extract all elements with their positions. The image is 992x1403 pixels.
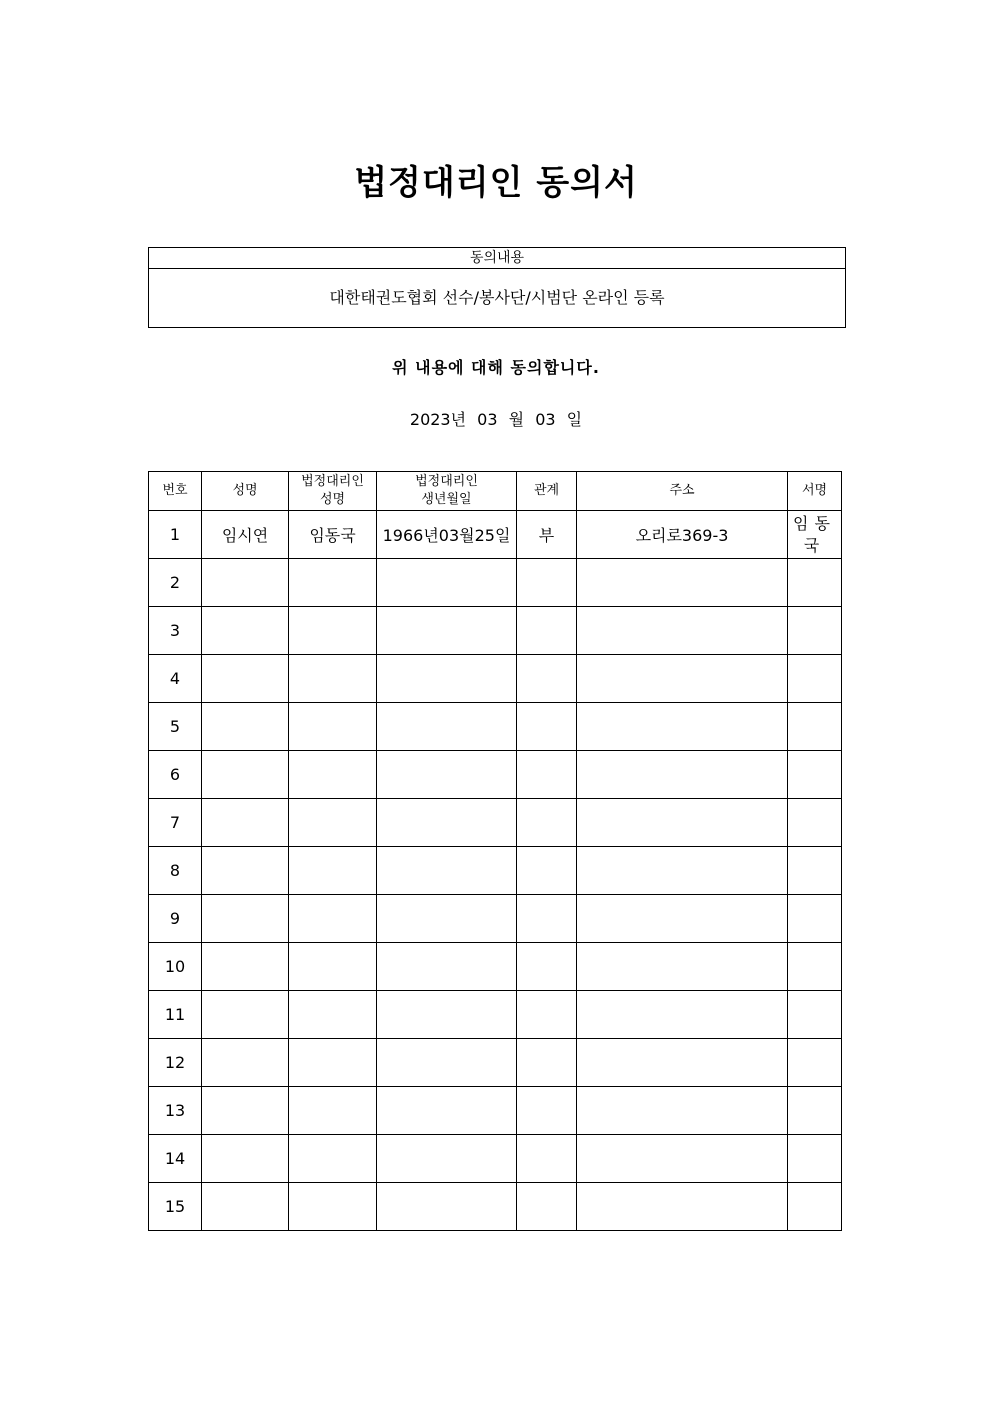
registration-table bbox=[148, 471, 842, 1231]
consent-box bbox=[148, 247, 846, 328]
header-guardian-name bbox=[289, 472, 377, 511]
cell-num: 13 bbox=[149, 1087, 202, 1135]
date-month-unit: 월 bbox=[508, 410, 525, 429]
cell-signature bbox=[788, 943, 842, 991]
date-day-unit: 일 bbox=[566, 410, 583, 429]
cell-guardian-name bbox=[289, 607, 377, 655]
header-guardian-birth-line2: 생년월일 bbox=[421, 492, 472, 507]
header-relation: 관계 bbox=[517, 472, 577, 511]
cell-guardian-birth bbox=[377, 655, 517, 703]
cell-name bbox=[202, 559, 289, 607]
cell-guardian-name bbox=[289, 1087, 377, 1135]
cell-name bbox=[202, 703, 289, 751]
cell-signature bbox=[788, 1183, 842, 1231]
cell-guardian-name bbox=[289, 1039, 377, 1087]
cell-num: 9 bbox=[149, 895, 202, 943]
cell-guardian-birth bbox=[377, 895, 517, 943]
cell-guardian-name bbox=[289, 847, 377, 895]
header-guardian-birth-line1: 법정대리인 bbox=[415, 474, 478, 489]
cell-name bbox=[202, 1087, 289, 1135]
cell-guardian-name bbox=[289, 703, 377, 751]
cell-relation bbox=[517, 703, 577, 751]
cell-num: 14 bbox=[149, 1135, 202, 1183]
cell-relation bbox=[517, 895, 577, 943]
table-row bbox=[149, 607, 842, 655]
cell-signature bbox=[788, 847, 842, 895]
cell-address bbox=[577, 943, 788, 991]
cell-relation bbox=[517, 991, 577, 1039]
cell-num: 8 bbox=[149, 847, 202, 895]
date-day: 03 bbox=[535, 410, 556, 429]
cell-signature bbox=[788, 799, 842, 847]
cell-name bbox=[202, 1183, 289, 1231]
cell-signature bbox=[788, 607, 842, 655]
cell-num: 1 bbox=[149, 511, 202, 559]
cell-relation bbox=[517, 607, 577, 655]
cell-guardian-birth bbox=[377, 607, 517, 655]
cell-address bbox=[577, 1135, 788, 1183]
header-address: 주소 bbox=[577, 472, 788, 511]
table-row bbox=[149, 511, 842, 559]
cell-name bbox=[202, 991, 289, 1039]
cell-relation bbox=[517, 847, 577, 895]
header-guardian-name-line2: 성명 bbox=[319, 492, 346, 507]
table-row bbox=[149, 847, 842, 895]
cell-guardian-name bbox=[289, 1183, 377, 1231]
cell-signature bbox=[788, 895, 842, 943]
cell-relation bbox=[517, 751, 577, 799]
table-row bbox=[149, 991, 842, 1039]
cell-guardian-name bbox=[289, 751, 377, 799]
cell-address bbox=[577, 991, 788, 1039]
cell-guardian-birth bbox=[377, 799, 517, 847]
cell-name bbox=[202, 1039, 289, 1087]
cell-num: 5 bbox=[149, 703, 202, 751]
cell-name bbox=[202, 895, 289, 943]
cell-address bbox=[577, 895, 788, 943]
page-title: 법정대리인 동의서 bbox=[354, 163, 638, 203]
cell-signature bbox=[788, 751, 842, 799]
cell-address bbox=[577, 1039, 788, 1087]
cell-name: 임시연 bbox=[202, 511, 289, 559]
consent-content: 대한태권도협회 선수/봉사단/시범단 온라인 등록 bbox=[329, 288, 665, 307]
cell-num: 2 bbox=[149, 559, 202, 607]
cell-address bbox=[577, 1087, 788, 1135]
cell-num: 15 bbox=[149, 1183, 202, 1231]
cell-relation bbox=[517, 1087, 577, 1135]
cell-guardian-birth bbox=[377, 943, 517, 991]
table-row bbox=[149, 1183, 842, 1231]
table-row bbox=[149, 799, 842, 847]
cell-name bbox=[202, 751, 289, 799]
cell-relation bbox=[517, 655, 577, 703]
cell-address bbox=[577, 751, 788, 799]
cell-num: 4 bbox=[149, 655, 202, 703]
date-month: 03 bbox=[477, 410, 498, 429]
consent-header: 동의내용 bbox=[149, 248, 845, 269]
cell-address: 오리로369-3 bbox=[577, 511, 788, 559]
table-header-row bbox=[149, 472, 842, 511]
cell-guardian-birth: 1966년03월25일 bbox=[377, 511, 517, 559]
cell-signature bbox=[788, 1039, 842, 1087]
cell-guardian-birth bbox=[377, 1039, 517, 1087]
table-row bbox=[149, 943, 842, 991]
cell-address bbox=[577, 703, 788, 751]
cell-name bbox=[202, 607, 289, 655]
cell-guardian-birth bbox=[377, 559, 517, 607]
cell-guardian-name bbox=[289, 1135, 377, 1183]
header-guardian-birth bbox=[377, 472, 517, 511]
cell-relation bbox=[517, 1039, 577, 1087]
header-signature: 서명 bbox=[788, 472, 842, 511]
cell-guardian-birth bbox=[377, 847, 517, 895]
cell-address bbox=[577, 799, 788, 847]
table-row bbox=[149, 1087, 842, 1135]
cell-relation bbox=[517, 1183, 577, 1231]
header-num: 번호 bbox=[149, 472, 202, 511]
cell-address bbox=[577, 607, 788, 655]
cell-relation: 부 bbox=[517, 511, 577, 559]
cell-name bbox=[202, 847, 289, 895]
cell-num: 3 bbox=[149, 607, 202, 655]
cell-relation bbox=[517, 799, 577, 847]
cell-num: 11 bbox=[149, 991, 202, 1039]
cell-guardian-birth bbox=[377, 1087, 517, 1135]
cell-relation bbox=[517, 1135, 577, 1183]
cell-guardian-birth bbox=[377, 751, 517, 799]
cell-guardian-name bbox=[289, 559, 377, 607]
cell-guardian-birth bbox=[377, 1183, 517, 1231]
cell-address bbox=[577, 559, 788, 607]
date-line bbox=[0, 408, 992, 432]
cell-num: 10 bbox=[149, 943, 202, 991]
cell-signature bbox=[788, 991, 842, 1039]
cell-relation bbox=[517, 559, 577, 607]
table-row bbox=[149, 559, 842, 607]
cell-guardian-name bbox=[289, 991, 377, 1039]
cell-num: 6 bbox=[149, 751, 202, 799]
cell-signature: 임동국 bbox=[788, 511, 842, 559]
cell-num: 12 bbox=[149, 1039, 202, 1087]
cell-guardian-birth bbox=[377, 1135, 517, 1183]
table-body bbox=[149, 511, 842, 1231]
cell-guardian-name bbox=[289, 655, 377, 703]
cell-signature bbox=[788, 655, 842, 703]
cell-signature bbox=[788, 1087, 842, 1135]
cell-name bbox=[202, 1135, 289, 1183]
cell-signature bbox=[788, 703, 842, 751]
table-row bbox=[149, 1039, 842, 1087]
cell-num: 7 bbox=[149, 799, 202, 847]
cell-signature bbox=[788, 559, 842, 607]
date-year: 2023년 bbox=[409, 410, 467, 429]
cell-name bbox=[202, 799, 289, 847]
cell-address bbox=[577, 1183, 788, 1231]
cell-name bbox=[202, 943, 289, 991]
header-name: 성명 bbox=[202, 472, 289, 511]
table-row bbox=[149, 655, 842, 703]
cell-address bbox=[577, 847, 788, 895]
cell-guardian-name bbox=[289, 943, 377, 991]
table-row bbox=[149, 751, 842, 799]
agree-statement: 위 내용에 대해 동의합니다. bbox=[392, 358, 600, 377]
cell-guardian-birth bbox=[377, 991, 517, 1039]
cell-signature bbox=[788, 1135, 842, 1183]
table-row bbox=[149, 1135, 842, 1183]
cell-guardian-name: 임동국 bbox=[289, 511, 377, 559]
table-row bbox=[149, 895, 842, 943]
cell-guardian-name bbox=[289, 799, 377, 847]
cell-address bbox=[577, 655, 788, 703]
cell-name bbox=[202, 655, 289, 703]
header-guardian-name-line1: 법정대리인 bbox=[301, 474, 364, 489]
cell-guardian-name bbox=[289, 895, 377, 943]
cell-guardian-birth bbox=[377, 703, 517, 751]
table-row bbox=[149, 703, 842, 751]
cell-relation bbox=[517, 943, 577, 991]
